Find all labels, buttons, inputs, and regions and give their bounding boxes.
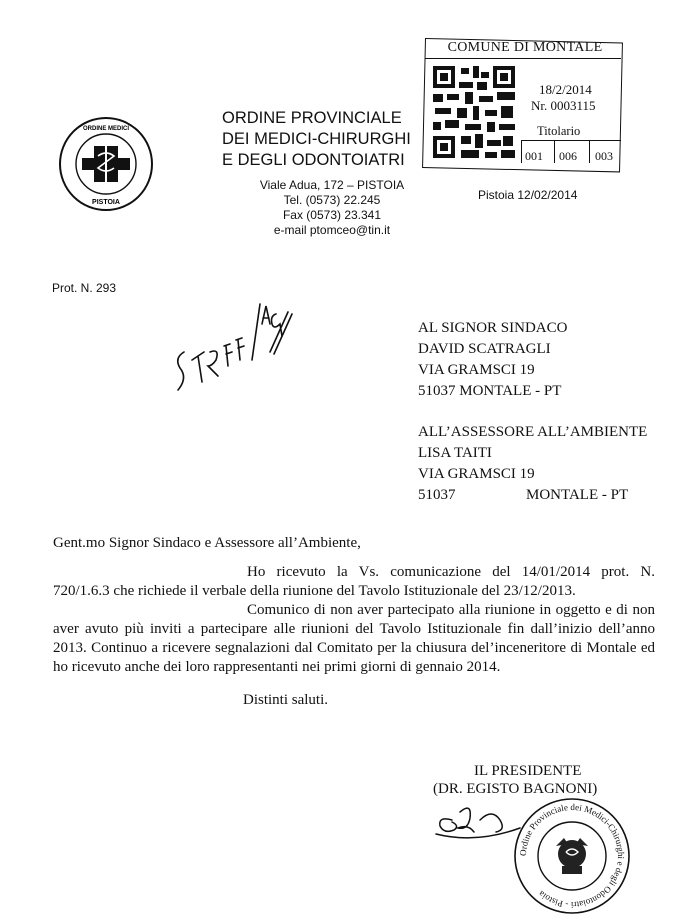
recipient-cap: 51037 [418,487,456,503]
stamp-date: 18/2/2014 [539,82,592,97]
svg-text:ORDINE MEDICI: ORDINE MEDICI [82,126,130,132]
body-paragraph: Ho ricevuto la Vs. comunicazione del 14/01/2014 prot. N. 720/1.6.3 che richiede il verbale della riunione del Tavolo Istituzionale del 23/12/2013. [53,564,655,599]
org-address [232,178,432,238]
recipient-city-line [418,485,678,506]
recipient-line: VIA GRAMSCI 19 [418,466,535,482]
recipient-line: ALL’ASSESSORE ALL’AMBIENTE [418,424,648,440]
address-street: Viale Adua, 172 – PISTOIA [259,178,405,192]
org-name-line: DEI MEDICI-CHIRURGHI [222,130,411,148]
salutation: Gent.mo Signor Sindaco e Assessore all’Ambiente, [53,535,361,551]
recipient-line: LISA TAITI [418,445,492,461]
protocol-stamp [425,38,625,170]
handwritten-note-icon [170,290,300,400]
protocol-number: Prot. N. 293 [52,281,117,295]
stamp-code: 001 [525,149,543,163]
org-name-line: E DEGLI ODONTOIATRI [222,151,405,169]
body-paragraph: Comunico di non aver partecipato alla riunione in oggetto e di non aver avuto più inviti a partecipare alle riunioni del Tavolo Istituzionale fin dall’inizio dell’anno 2013. Continuo a ricevere segnalazioni dal Comitato per la chiusura del’inceneritore di Montale ed ho ricevuto anche dei loro rappresentanti nei primi giorni di gennaio 2014. [53,602,655,675]
stamp-number: Nr. 0003115 [531,98,596,113]
official-seal-icon [512,796,632,916]
recipient-line: DAVID SCATRAGLI [418,341,551,357]
place-date: Pistoia 12/02/2014 [478,188,578,202]
stamp-titolario-label: Titolario [537,124,581,138]
signatory-name: (DR. EGISTO BAGNONI) [433,781,598,797]
stamp-code-separator [521,141,522,163]
org-name [222,108,452,171]
recipient-city: MONTALE - PT [526,487,629,503]
recipient-line: VIA GRAMSCI 19 [418,362,535,378]
stamp-code: 003 [595,149,613,163]
org-name-line: ORDINE PROVINCIALE [222,109,402,127]
recipient-line: AL SIGNOR SINDACO [418,320,568,336]
svg-text:PISTOIA: PISTOIA [92,199,120,206]
recipient-assessor [418,422,678,506]
signatory-title: IL PRESIDENTE [474,763,582,779]
recipient-line: 51037 MONTALE - PT [418,383,562,399]
qr-code-icon [431,64,517,160]
address-email: e-mail ptomceo@tin.it [273,223,391,237]
stamp-code-separator [554,141,555,163]
closing: Distinti saluti. [243,692,329,708]
recipient-mayor [418,318,678,402]
stamp-divider [425,58,621,59]
stamp-title: COMUNE DI MONTALE [447,40,603,55]
stamp-code-separator [589,141,590,163]
address-tel: Tel. (0573) 22.245 [283,193,381,207]
address-fax: Fax (0573) 23.341 [282,208,382,222]
stamp-code: 006 [559,149,577,163]
svg-text:Ordine Provinciale dei Medici-: Ordine Provinciale dei Medici-Chirurghi e degli Odontoiatri - Pistoia [517,801,627,911]
stamp-code-box [521,140,621,163]
order-logo-icon [58,116,154,212]
